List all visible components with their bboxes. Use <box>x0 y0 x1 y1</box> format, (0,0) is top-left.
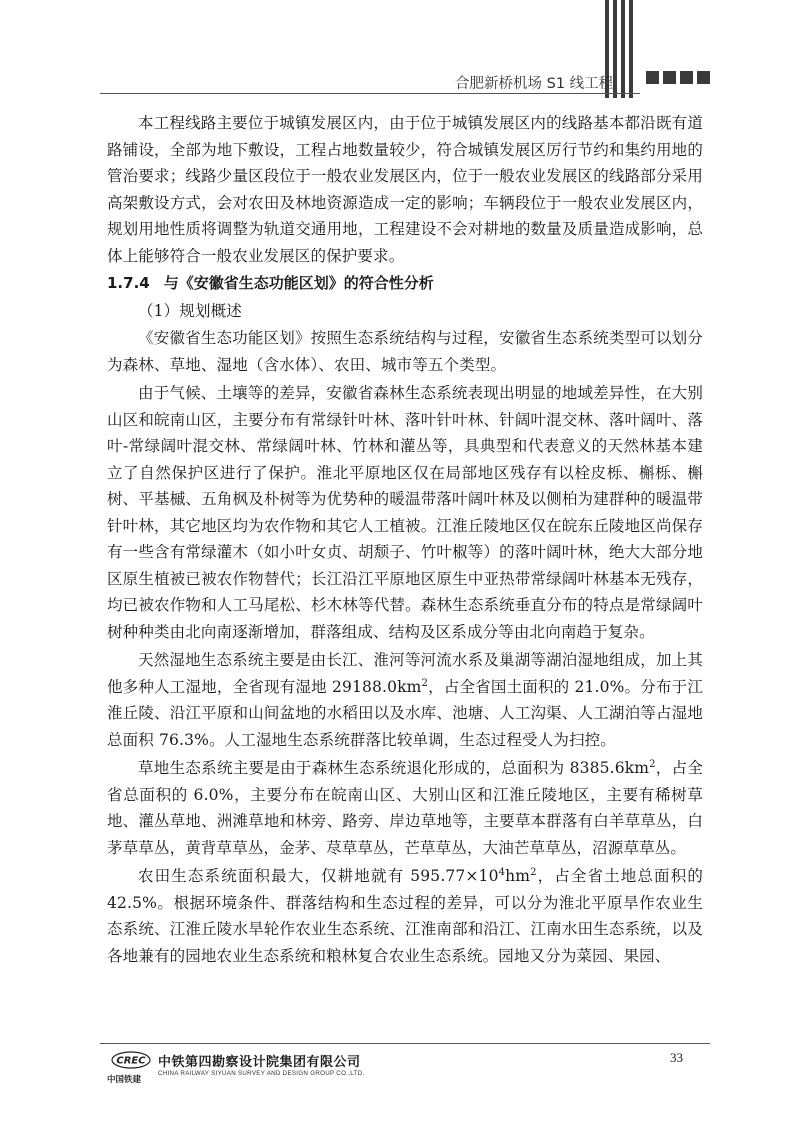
paragraph: 农田生态系统面积最大，仅耕地就有 $595.77\times 10^4hm^2$，占全省土地总面积的 42.5%。根据环境条件、群落结构和生态过程的差异，可以分为淮北平原旱作农业生态系统、江淮丘陵水旱轮作农业生态系统、江淮南部和沿江、江南水田生态系统，以及各地兼有的园地农业生态系统和粮林复合农业生态系统。园地又分为菜园、果园、 <box>107 866 703 965</box>
paragraph: 《安徽省生态功能区划》按照生态系统结构与过程，安徽省生态系统类型可以划分为森林、草地、湿地（含水体）、农田、城市等五个类型。 <box>107 329 703 374</box>
footer-rule <box>100 1043 710 1044</box>
paragraph: 天然湿地生态系统主要是由长江、淮河等河流水系及巢湖等湖泊湿地组成，加上其他多种人工湿地，全省现有湿地 $29188.0km^2$，占全省国土面积的 21.0%。分布于江淮丘陵、沿江平原和山间盆地的水稻田以及水库、池塘、人工沟渠、人工湖泊等占湿地总面积 76.3%。人工湿地生态系统群落比较单调，生态过程受人为扫控。 <box>107 651 704 749</box>
company-name-en: CHINA RAILWAY SIYUAN SURVEY AND DESIGN GROUP CO.,LTD. <box>158 1070 365 1077</box>
logo-subtitle: 中国铁建 <box>107 1075 142 1085</box>
header-title: 合肥新桥机场 S1 线工程 <box>455 76 614 92</box>
paragraph: 本工程线路主要位于城镇发展区内，由于位于城镇发展区内的线路基本都沿既有道路铺设，全部为地下敷设，工程占地数量较少，符合城镇发展区厉行节约和集约用地的管治要求；线路少量区段位于一般农业发展区内，位于一般农业发展区的线路部分采用高架敷设方式，会对农田及林地资源造成一定的影响；车辆段位于一般农业发展区内，规划用地性质将调整为轨道交通用地，工程建设不会对耕地的数量及质量造成影响，总体上能够符合一般农业发展区的保护要求。 <box>107 114 703 265</box>
subheading: （1）规划概述 <box>138 302 242 320</box>
page-body <box>107 110 703 969</box>
section-number: 1.7.4 <box>107 274 150 292</box>
company-name-cn: 中铁第四勘察设计院集团有限公司 <box>158 1055 361 1070</box>
company-logo-icon <box>110 1049 152 1071</box>
logo-text: CREC <box>116 1055 146 1067</box>
paragraph: 草地生态系统主要是由于森林生态系统退化形成的，总面积为 $8385.6km^2$，占全省总面积的 6.0%，主要分布在皖南山区、大别山区和江淮丘陵地区，主要有稀树草地、灌丛草地、洲滩草地和林旁、路旁、岸边草地等，主要草本群落有白羊草草丛，白茅草草丛，黄背草草丛，金茅、荩草草丛，芒草草丛，大油芒草草丛，沼源草草丛。 <box>107 758 703 857</box>
header-rule <box>100 93 640 94</box>
section-title: 与《安徽省生态功能区划》的符合性分析 <box>163 274 434 292</box>
page-number: 33 <box>670 1050 683 1065</box>
paragraph: 由于气候、土壤等的差异，安徽省森林生态系统表现出明显的地域差异性，在大别山区和皖南山区，主要分布有常绿针叶林、落叶针叶林、针阔叶混交林、落叶阔叶、落叶-常绿阔叶混交林、常绿阔叶林、竹林和灌丛等，具典型和代表意义的天然林基本建立了自然保护区进行了保护。淮北平原地区仅在局部地区残存有以栓皮栎、槲栎、槲树、平基槭、五角枫及朴树等为优势种的暖温带落叶阔叶林及以侧柏为建群种的暖温带针叶林，其它地区均为农作物和其它人工植被。江淮丘陵地区仅在皖东丘陵地区尚保存有一些含有常绿灌木（如小叶女贞、胡颓子、竹叶椒等）的落叶阔叶林，绝大大部分地区原生植被已被农作物替代；长江沿江平原地区原生中亚热带常绿阔叶林基本无残存，均已被农作物和人工马尾松、杉木林等代替。森林生态系统垂直分布的特点是常绿阔叶树种种类由北向南逐渐增加，群落组成、结构及区系成分等由北向南趋于复杂。 <box>107 384 703 641</box>
header-squares-decoration <box>646 69 714 88</box>
section-heading <box>107 269 703 297</box>
